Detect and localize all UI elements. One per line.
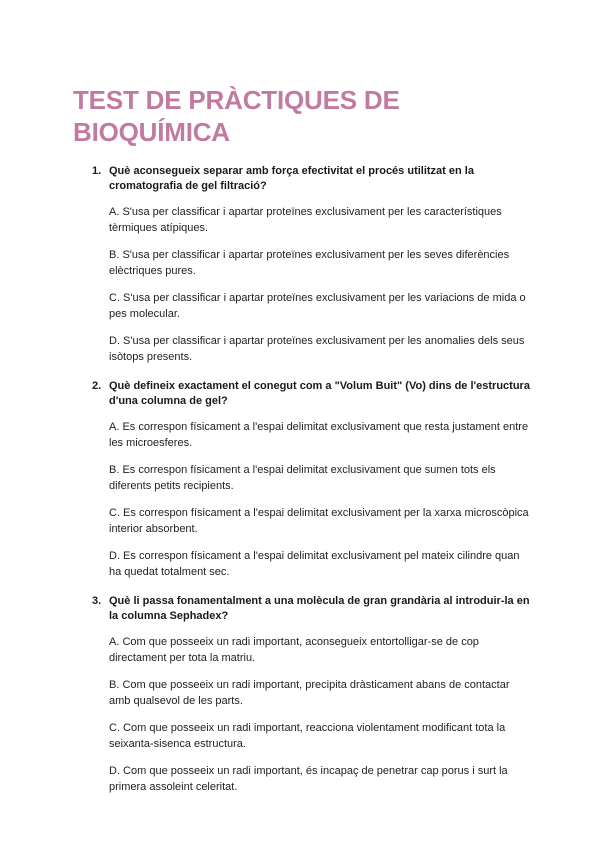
answer-option: D. S'usa per classificar i apartar proteïnes exclusivament per les anomalies dels seus isòtops presents.	[109, 335, 525, 363]
answer-option: A. Com que posseeix un radi important, aconsegueix entortolligar-se de cop directament per tota la matriu.	[109, 636, 479, 664]
page-title: TEST DE PRÀCTIQUES DE BIOQUÍMICA	[73, 85, 400, 147]
answer-option: B. Com que posseeix un radi important, precipita dràsticament abans de contactar amb qualsevol de les parts.	[109, 679, 510, 707]
question-item	[92, 164, 532, 365]
question-number: 2.	[92, 380, 102, 392]
question-number: 1.	[92, 165, 102, 177]
question-text: Què aconsegueix separar amb força efectivitat el procés utilitzat en la cromatografia de gel filtració?	[109, 165, 474, 192]
answer-option: D. Es correspon físicament a l'espai delimitat exclusivament pel mateix cilindre quan ha quedat totalment sec.	[109, 550, 520, 578]
answer-option: B. S'usa per classificar i apartar proteïnes exclusivament per les seves diferències elèctriques pures.	[109, 249, 510, 277]
question-text: Què li passa fonamentalment a una molècula de gran grandària al introduir-la en la columna Sephadex?	[109, 595, 530, 622]
question-item	[92, 594, 532, 795]
answer-option: B. Es correspon físicament a l'espai delimitat exclusivament que sumen tots els diferents petits recipients.	[109, 464, 496, 492]
answer-option: A. Es correspon físicament a l'espai delimitat exclusivament que resta justament entre les microesferes.	[109, 421, 529, 449]
answer-option: C. Com que posseeix un radi important, reacciona violentament modificant tota la seixanta-sisenca estructura.	[109, 722, 506, 750]
answer-option: D. Com que posseeix un radi important, és incapaç de penetrar cap porus i surt la primera assoleint celeritat.	[109, 765, 508, 793]
question-text: Què defineix exactament el conegut com a "Volum Buit" (Vo) dins de l'estructura d'una columna de gel?	[109, 380, 530, 407]
answer-option: A. S'usa per classificar i apartar proteïnes exclusivament per les característiques tèrmiques atípiques.	[109, 206, 502, 234]
answer-option: C. S'usa per classificar i apartar proteïnes exclusivament per les variacions de mida o pes molecular.	[109, 292, 526, 320]
answer-option: C. Es correspon físicament a l'espai delimitat exclusivament per la xarxa microscòpica interior absorbent.	[109, 507, 529, 535]
question-number: 3.	[92, 595, 102, 607]
question-item	[92, 379, 532, 580]
question-list	[92, 164, 532, 809]
